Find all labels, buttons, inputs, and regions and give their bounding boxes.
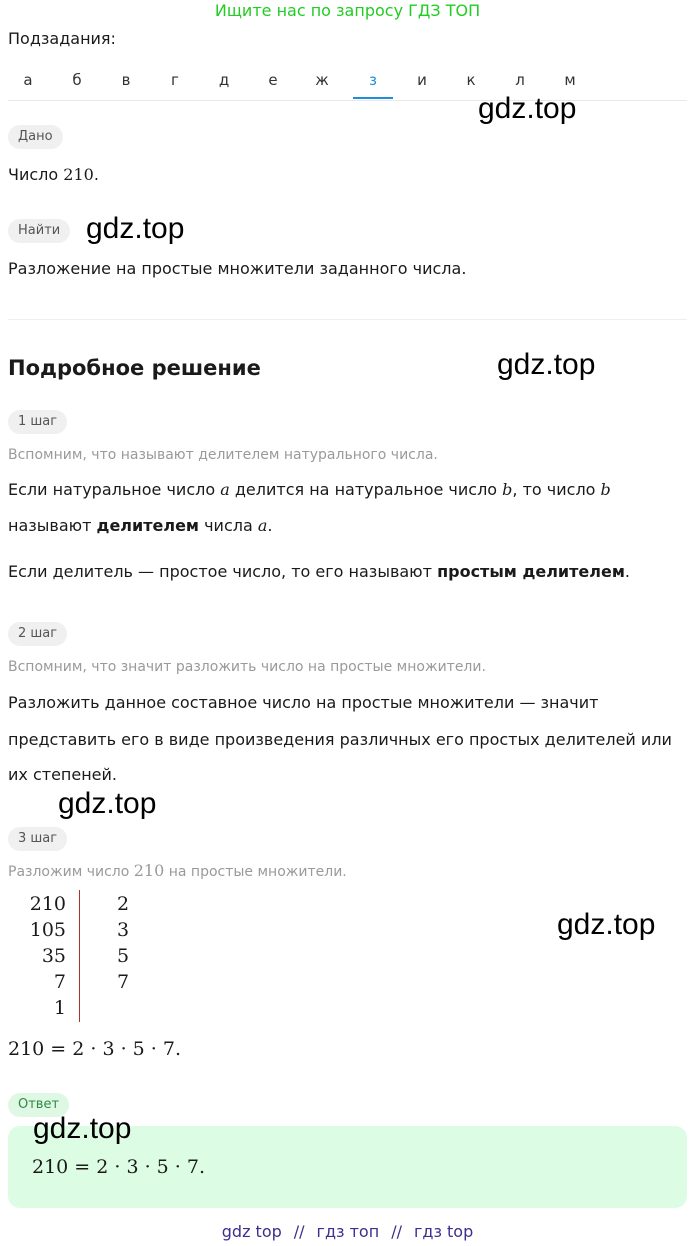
promo-banner: Ищите нас по запросу ГДЗ ТОП xyxy=(214,1,481,20)
var-a: a xyxy=(257,516,268,535)
tab-k[interactable]: к xyxy=(466,71,476,89)
tab-i[interactable]: и xyxy=(417,71,427,89)
step2-line3: их степеней. xyxy=(8,765,118,784)
tab-m[interactable]: м xyxy=(564,71,576,89)
footer-links xyxy=(0,1222,695,1241)
var-b: b xyxy=(600,480,611,499)
given-text xyxy=(8,164,99,186)
watermark: gdz.top xyxy=(86,212,185,245)
answer-chip: Ответ xyxy=(8,1093,69,1117)
factorization-divider-line xyxy=(79,890,80,1022)
footer-link-gdz-top-ru[interactable]: гдз топ xyxy=(316,1222,380,1241)
var-a: a xyxy=(220,480,230,499)
section-divider xyxy=(8,319,687,320)
text-fragment: Если делитель — простое число, то его называют xyxy=(8,562,438,581)
find-text: Разложение на простые множители заданного числа. xyxy=(8,259,467,278)
dividend: 1 xyxy=(53,997,66,1019)
watermark: gdz.top xyxy=(497,348,596,381)
step3-chip: 3 шаг xyxy=(8,827,67,851)
step2-chip: 2 шаг xyxy=(8,622,67,646)
tab-z[interactable]: з xyxy=(353,68,393,92)
step1-line3 xyxy=(8,561,630,583)
dividend: 105 xyxy=(29,919,66,941)
step1-line1 xyxy=(8,479,611,501)
tab-zh[interactable]: ж xyxy=(315,71,329,89)
step2-line2: представить его в виде произведения различных его простых делителей или xyxy=(8,730,672,749)
given-suffix: . xyxy=(93,165,99,184)
tab-e[interactable]: е xyxy=(268,71,278,89)
solution-heading: Подробное решение xyxy=(8,356,261,380)
text-fragment: на простые множители. xyxy=(164,864,347,880)
footer-separator: // xyxy=(293,1222,305,1241)
tab-b[interactable]: б xyxy=(72,71,82,89)
dividend: 35 xyxy=(41,945,66,967)
tab-l[interactable]: л xyxy=(515,71,525,89)
find-chip: Найти xyxy=(8,219,70,243)
footer-link-gdz-top[interactable]: gdz top xyxy=(221,1222,282,1241)
dividend: 7 xyxy=(53,971,66,993)
given-chip: Дано xyxy=(8,125,63,149)
tab-a[interactable]: а xyxy=(23,71,33,89)
step2-hint: Вспомним, что значит разложить число на простые множители. xyxy=(8,659,486,675)
watermark: gdz.top xyxy=(557,908,656,941)
text-fragment: Разложим число xyxy=(8,864,134,880)
text-fragment: . xyxy=(267,516,273,535)
given-prefix: Число xyxy=(8,165,64,184)
divisor: 5 xyxy=(116,945,130,967)
step3-result: 210 = 2 · 3 · 5 · 7. xyxy=(8,1038,182,1060)
tab-v[interactable]: в xyxy=(121,71,131,89)
answer-text: 210 = 2 · 3 · 5 · 7. xyxy=(32,1156,206,1178)
watermark: gdz.top xyxy=(58,787,157,820)
divisor: 2 xyxy=(116,893,130,915)
footer-separator: // xyxy=(391,1222,402,1241)
text-fragment: делится на натуральное число xyxy=(229,480,503,499)
step1-chip: 1 шаг xyxy=(8,410,67,434)
step1-line2 xyxy=(8,515,273,537)
hint-number: 210 xyxy=(133,861,165,880)
footer-link-gdz-top-mixed[interactable]: гдз top xyxy=(413,1222,474,1241)
tab-g[interactable]: г xyxy=(171,71,179,89)
divisor: 7 xyxy=(116,971,130,993)
subtasks-label: Подзадания: xyxy=(8,29,116,48)
dividend: 210 xyxy=(29,893,66,915)
watermark: gdz.top xyxy=(478,92,577,125)
term-prime-divisor: простым делителем xyxy=(437,562,625,581)
var-b: b xyxy=(502,480,513,499)
divisor: 3 xyxy=(116,919,130,941)
step2-line1: Разложить данное составное число на простые множители — значит xyxy=(8,693,599,712)
text-fragment: называют xyxy=(8,516,97,535)
step3-hint xyxy=(8,861,347,882)
text-fragment: , то число xyxy=(512,480,601,499)
tab-d[interactable]: д xyxy=(218,71,230,89)
term-divisor: делителем xyxy=(96,516,199,535)
step1-hint: Вспомним, что называют делителем натурального числа. xyxy=(8,447,438,463)
watermark: gdz.top xyxy=(33,1112,132,1145)
text-fragment: . xyxy=(624,562,631,581)
subtask-tabs xyxy=(8,68,687,101)
text-fragment: Если натуральное число xyxy=(8,480,221,499)
text-fragment: числа xyxy=(199,516,258,535)
given-number: 210 xyxy=(63,165,94,184)
